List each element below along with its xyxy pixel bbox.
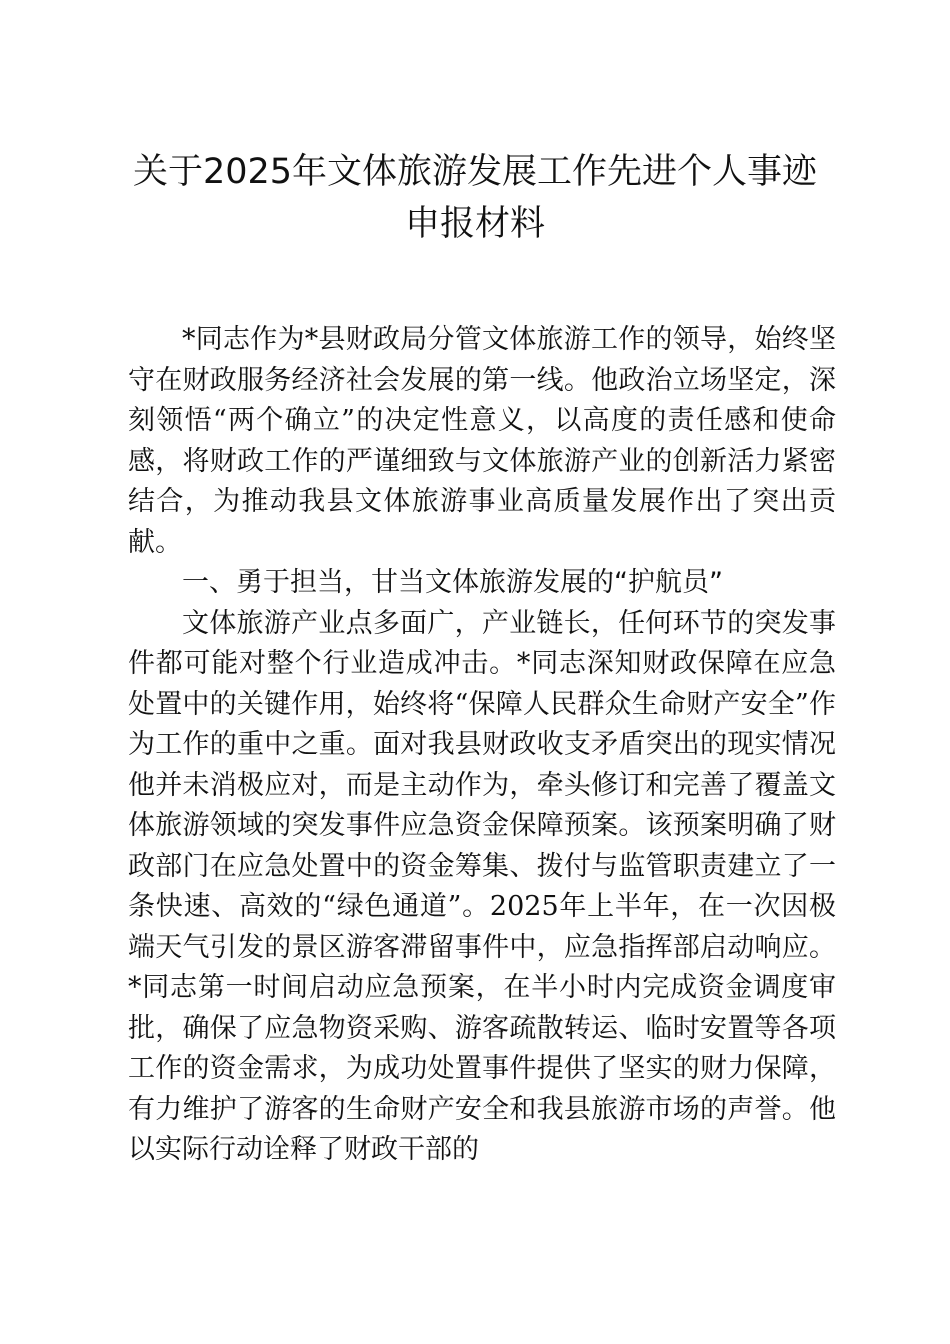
document-body (128, 320, 836, 1171)
section-1-heading: 一、勇于担当，甘当文体旅游发展的“护航员” (182, 567, 723, 598)
intro-paragraph: *同志作为*县财政局分管文体旅游工作的领导，始终坚守在财政服务经济社会发展的第一线。他政治立场坚定，深刻领悟“两个确立”的决定性意义，以高度的责任感和使命感，将财政工作的严谨细致与文体旅游产业的创新活力紧密结合，为推动我县文体旅游事业高质量发展作出了突出贡献。 (128, 324, 836, 558)
document-title (95, 146, 855, 250)
title-line-2: 申报材料 (404, 204, 545, 244)
title-line-1: 关于2025年文体旅游发展工作先进个人事迹 (132, 152, 818, 192)
section-1-paragraph: 文体旅游产业点多面广，产业链长，任何环节的突发事件都可能对整个行业造成冲击。*同志深知财政保障在应急处置中的关键作用，始终将“保障人民群众生命财产安全”作为工作的重中之重。面对我县财政收支矛盾突出的现实情况他并未消极应对，而是主动作为，牵头修订和完善了覆盖文体旅游领域的突发事件应急资金保障预案。该预案明确了财政部门在应急处置中的资金筹集、拨付与监管职责建立了一条快速、高效的“绿色通道”。2025年上半年，在一次因极端天气引发的景区游客滞留事件中，应急指挥部启动响应。*同志第一时间启动应急预案，在半小时内完成资金调度审批，确保了应急物资采购、游客疏散转运、临时安置等各项工作的资金需求，为成功处置事件提供了坚实的财力保障，有力维护了游客的生命财产安全和我县旅游市场的声誉。他以实际行动诠释了财政干部的 (128, 607, 836, 1165)
